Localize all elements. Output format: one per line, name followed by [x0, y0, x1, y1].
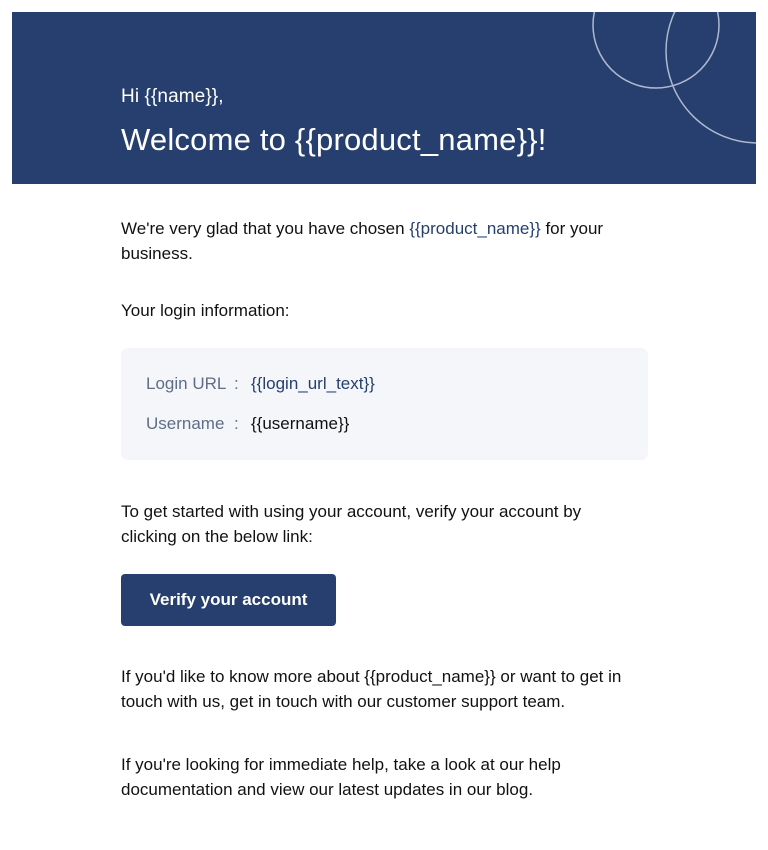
support-paragraph: If you'd like to know more about {{product_name}} or want to get in touch with us, get in touch with our customer support team.	[121, 667, 622, 711]
login-info-heading: Your login information:	[121, 301, 290, 320]
username-separator: :	[234, 414, 239, 433]
username-value: {{username}}	[251, 414, 350, 433]
verify-account-button[interactable]: Verify your account	[121, 574, 336, 626]
login-url-link[interactable]: {{login_url_text}}	[251, 374, 375, 393]
intro-text-before: We're very glad that you have chosen	[121, 219, 410, 238]
decorative-circle-small	[593, 12, 719, 88]
login-url-separator: :	[234, 374, 239, 393]
help-paragraph: If you're looking for immediate help, take a look at our help documentation and view our latest updates in our blog.	[121, 755, 561, 799]
login-url-label: Login URL	[146, 374, 227, 393]
email-header-banner	[12, 12, 756, 184]
intro-product-name: {{product_name}}	[409, 219, 541, 238]
login-info-box	[121, 348, 648, 460]
username-label: Username	[146, 414, 225, 433]
greeting-text: Hi {{name}},	[121, 86, 224, 107]
decorative-circle-large	[666, 12, 756, 143]
get-started-paragraph: To get started with using your account, verify your account by clicking on the below link:	[121, 502, 582, 546]
welcome-title: Welcome to {{product_name}}!	[121, 122, 547, 157]
intro-paragraph	[121, 216, 641, 266]
intro-text-after: for your business.	[121, 219, 604, 263]
